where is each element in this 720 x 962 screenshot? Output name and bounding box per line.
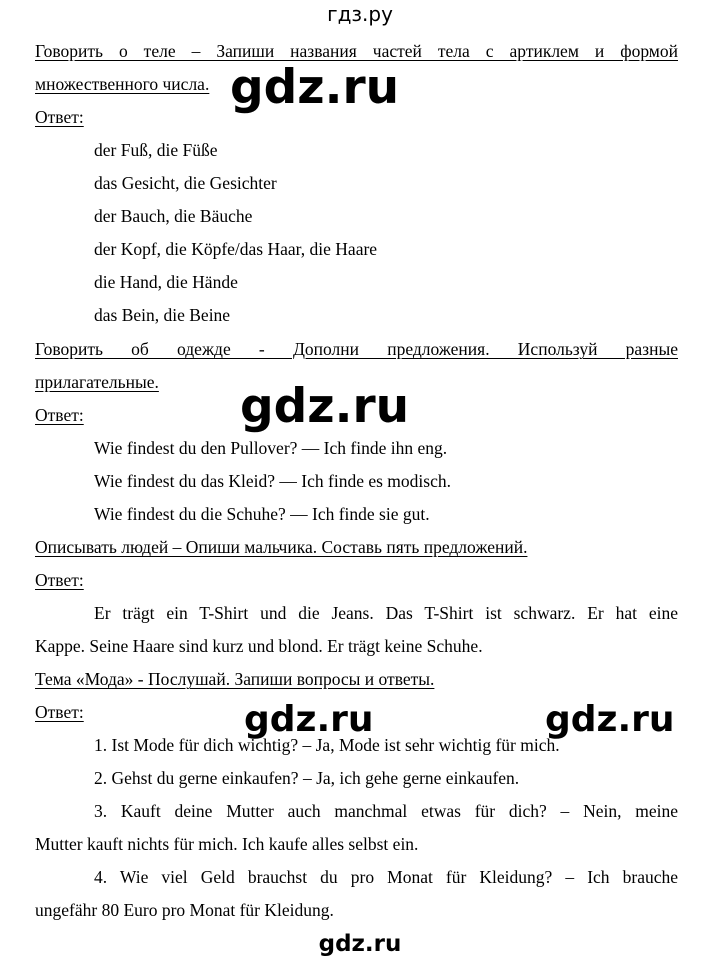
watermark: gdz.ru xyxy=(240,379,410,434)
answer-label-4: Ответ: xyxy=(35,702,84,722)
answer-1-item: der Fuß, die Füße xyxy=(94,140,218,160)
answer-1-item: das Bein, die Beine xyxy=(94,305,231,325)
answer-label-1: Ответ: xyxy=(35,107,84,127)
answer-4-line: 4. Wie viel Geld brauchst du pro Monat für Kleidung? – Ich brauche xyxy=(94,867,678,887)
answer-4-line: Mutter kauft nichts für mich. Ich kaufe alles selbst ein. xyxy=(35,834,419,854)
watermark: gdz.ru xyxy=(545,699,675,740)
answer-label-2: Ответ: xyxy=(35,405,84,425)
answer-2-item: Wie findest du die Schuhe? — Ich finde sie gut. xyxy=(94,504,430,524)
answer-1-item: der Bauch, die Bäuche xyxy=(94,206,253,226)
watermark: gdz.ru xyxy=(230,60,400,115)
answer-2-item: Wie findest du das Kleid? — Ich finde es modisch. xyxy=(94,471,451,491)
answer-1-item: der Kopf, die Köpfe/das Haar, die Haare xyxy=(94,239,378,259)
answer-4-line: 1. Ist Mode für dich wichtig? – Ja, Mode ist sehr wichtig für mich. xyxy=(94,735,560,755)
answer-label-3: Ответ: xyxy=(35,570,84,590)
task-1-line-2: множественного числа. xyxy=(35,74,210,94)
answer-1-item: die Hand, die Hände xyxy=(94,272,238,292)
answer-3-line: Kappe. Seine Haare sind kurz und blond. Er trägt keine Schuhe. xyxy=(35,636,483,656)
answer-2-item: Wie findest du den Pullover? — Ich finde ihn eng. xyxy=(94,438,448,458)
task-2-line-2: прилагательные. xyxy=(35,372,159,392)
task-1-line-1: Говорить о теле – Запиши названия частей тела с артиклем и формой xyxy=(35,41,678,61)
answer-1-item: das Gesicht, die Gesichter xyxy=(94,173,277,193)
watermark: gdz.ru xyxy=(244,699,374,740)
answer-3-line: Er trägt ein T-Shirt und die Jeans. Das T-Shirt ist schwarz. Er hat eine xyxy=(94,603,678,623)
task-4-line-1: Тема «Мода» - Послушай. Запиши вопросы и ответы. xyxy=(35,669,435,689)
page-header: гдз.ру xyxy=(327,2,393,26)
answer-4-line: ungefähr 80 Euro pro Monat für Kleidung. xyxy=(35,900,334,920)
task-2-line-1: Говорить об одежде - Дополни предложения. Используй разные xyxy=(35,339,678,359)
task-3-line-1: Описывать людей – Опиши мальчика. Составь пять предложений. xyxy=(35,537,528,557)
answer-4-line: 2. Gehst du gerne einkaufen? – Ja, ich gehe gerne einkaufen. xyxy=(94,768,520,788)
answer-4-line: 3. Kauft deine Mutter auch manchmal etwas für dich? – Nein, meine xyxy=(94,801,678,821)
page-footer: gdz.ru xyxy=(318,931,402,957)
